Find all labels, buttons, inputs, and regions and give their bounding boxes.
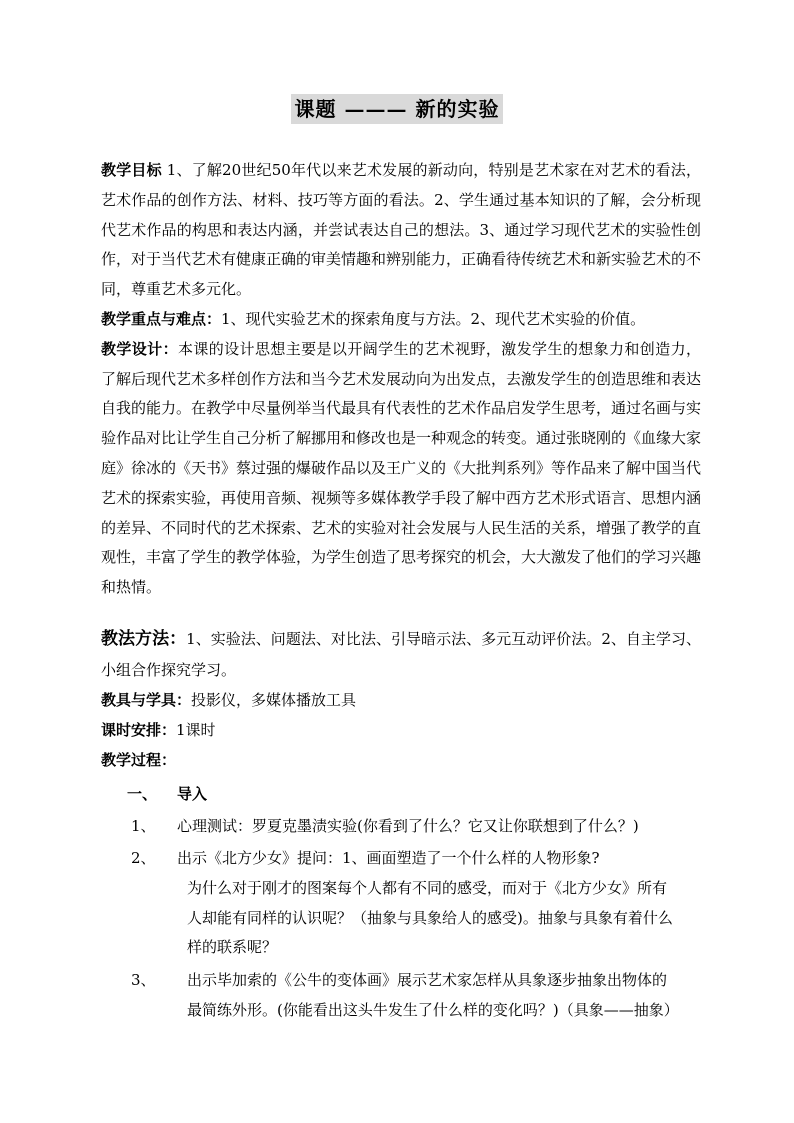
list-item-number: 2、 <box>131 849 156 867</box>
focus-text: 1、现代实验艺术的探索角度与方法。2、现代艺术实验的价值。 <box>221 309 646 328</box>
focus-label: 教学重点与难点： <box>101 309 222 328</box>
list-item-text: 样的联系呢？ <box>187 938 278 957</box>
list-item-text: 心理测试：罗夏克墨渍实验(你看到了什么？它又让你联想到了什么？) <box>177 817 639 835</box>
list-item-number: 1、 <box>131 817 156 835</box>
list-item-number: 3、 <box>131 971 156 989</box>
process-block <box>101 746 701 776</box>
list-item-text: 为什么对于刚才的图案每个人都有不同的感受，而对于《北方少女》所有 <box>187 878 668 897</box>
list-item-text: 最简练外形。(你能看出这头牛发生了什么样的变化吗？)（具象——抽象） <box>187 1000 679 1019</box>
process-paragraph <box>101 746 701 776</box>
methods-paragraph <box>101 624 701 685</box>
methods-block <box>101 624 701 685</box>
teaching-goals-text: 1、了解20世纪50年代以来艺术发展的新动向，特别是艺术家在对艺术的看法，艺术作品的创作方法、材料、技巧等方面的看法。2、学生通过基本知识的了解，会分析现代艺术作品的构思和表达内涵，并尝试表达自己的想法。3、通过学习现代艺术的实验性创作，对于当代艺术有健康正确的审美情趣和辨别能力，正确看待传统艺术和新实验艺术的不同，尊重艺术多元化。 <box>101 161 702 299</box>
tools-block <box>101 686 701 716</box>
list-item-text: 人却能有同样的认识呢？（抽象与具象给人的感受)。抽象与具象有着什么 <box>187 908 673 927</box>
section-title: 导入 <box>177 785 208 803</box>
page-title: 课题 ——— 新的实验 <box>291 94 504 124</box>
process-label: 教学过程： <box>101 751 177 769</box>
teaching-goals-paragraph <box>101 156 701 305</box>
intro-block <box>101 156 701 603</box>
design-paragraph <box>101 335 701 603</box>
list-item-text: 出示毕加索的《公牛的变体画》展示艺术家怎样从具象逐步抽象出物体的 <box>187 971 668 989</box>
tools-text: 投影仪，多媒体播放工具 <box>191 691 357 709</box>
design-label: 教学设计： <box>101 339 178 358</box>
section-number: 一、 <box>127 785 158 803</box>
focus-paragraph <box>101 305 701 335</box>
tools-paragraph <box>101 686 701 716</box>
title-wrap <box>0 94 794 124</box>
schedule-text: 1课时 <box>176 721 216 739</box>
schedule-paragraph <box>101 716 701 746</box>
design-text: 本课的设计思想主要是以开阔学生的艺术视野，激发学生的想象力和创造力，了解后现代艺术多样创作方法和当今艺术发展动向为出发点，去激发学生的创造思维和表达自我的能力。在教学中尽量例举当代最具有代表性的艺术作品启发学生思考，通过名画与实验作品对比让学生自己分析了解挪用和修改也是一种观念的转变。通过张晓刚的《血缘大家庭》徐冰的《天书》蔡过强的爆破作品以及王广义的《大批判系列》等作品来了解中国当代艺术的探索实验，再使用音频、视频等多媒体教学手段了解中西方艺术形式语言、思想内涵的差异、不同时代的艺术探索、艺术的实验对社会发展与人民生活的关系，增强了教学的直观性，丰富了学生的教学体验，为学生创造了思考探究的机会，大大激发了他们的学习兴趣和热情。 <box>101 339 702 597</box>
schedule-block <box>101 716 701 746</box>
teaching-goals-label: 教学目标 <box>101 161 162 179</box>
tools-label: 教具与学具： <box>101 691 192 709</box>
schedule-label: 课时安排： <box>101 721 177 739</box>
list-item-text: 出示《北方少女》提问：1、画面塑造了一个什么样的人物形象? <box>177 849 600 867</box>
methods-label: 教法方法： <box>101 629 187 649</box>
methods-text: 1、实验法、问题法、对比法、引导暗示法、多元互动评价法。2、自主学习、小组合作探究学习。 <box>101 630 702 679</box>
